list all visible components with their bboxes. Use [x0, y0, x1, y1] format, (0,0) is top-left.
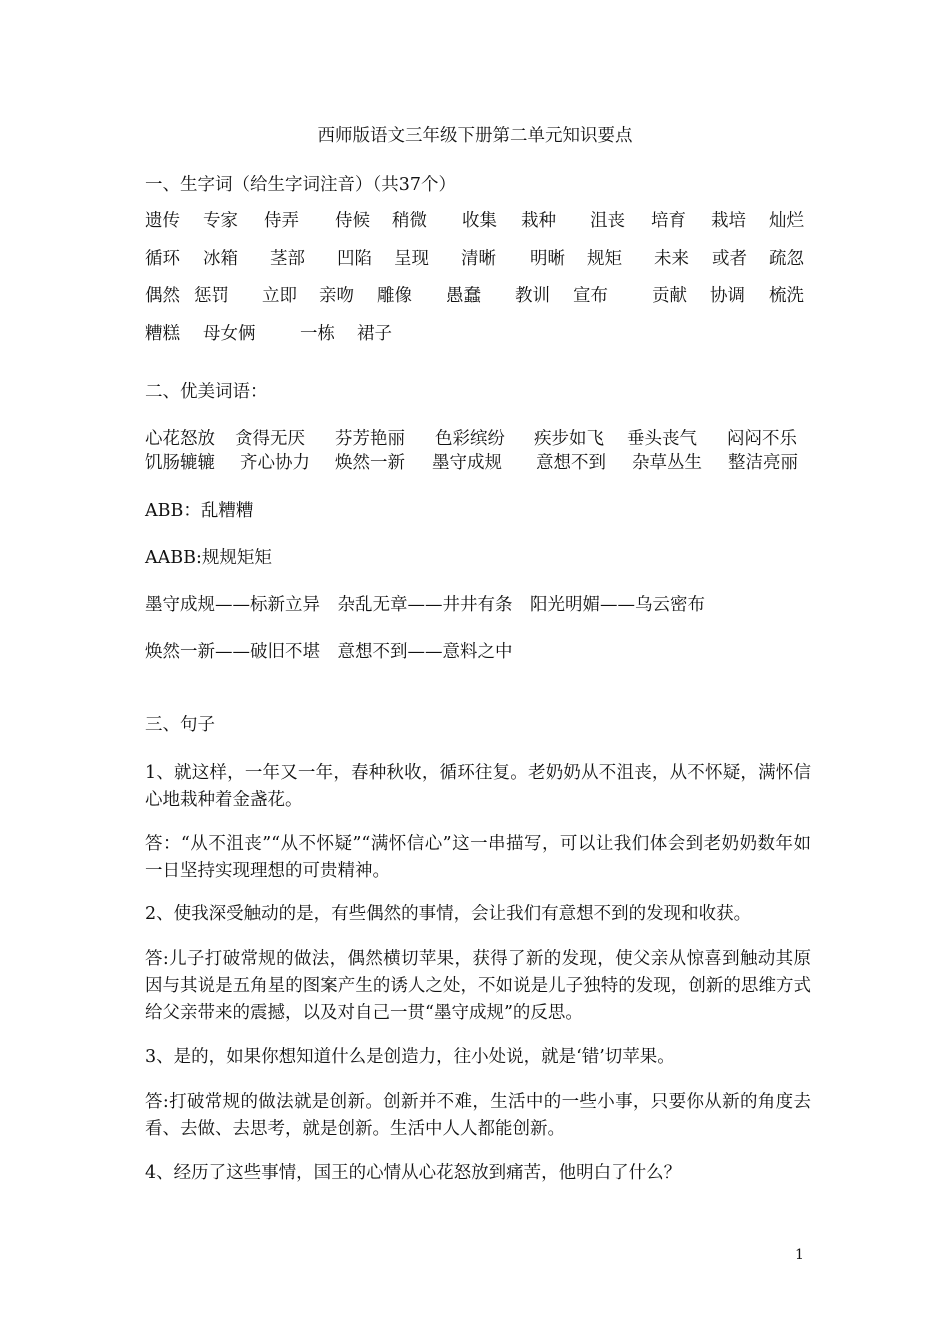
vocab-word: 一栋: [300, 324, 335, 344]
answer-2: 答:儿子打破常规的做法，偶然横切苹果，获得了新的发现，使父亲从惊喜到触动其原因与其说是五角星的图案产生的诱人之处，不如说是儿子独特的发现，创新的思维方式给父亲带来的震撼，以及对自己一贯“墨守成规”的反思。: [145, 949, 811, 1023]
vocab-word: 偶然: [145, 286, 180, 306]
antonyms-line-1: 墨守成规——标新立异 杂乱无章——井井有条 阳光明媚——乌云密布: [145, 595, 705, 615]
antonyms-line-2: 焕然一新——破旧不堪 意想不到——意料之中: [145, 642, 513, 662]
vocab-word: 裙子: [357, 324, 392, 344]
vocab-word: 规矩: [587, 249, 622, 269]
vocab-word: 协调: [710, 286, 745, 306]
vocab-word: 清晰: [461, 249, 496, 269]
page-number: 1: [795, 1247, 804, 1263]
vocab-word: 亲吻: [319, 286, 354, 306]
sentence-1: 1、就这样，一年又一年，春种秋收，循环往复。老奶奶从不沮丧，从不怀疑，满怀信心地栽种着金盏花。: [145, 763, 811, 810]
vocab-word: 培育: [651, 211, 686, 231]
vocab-word: 立即: [262, 286, 297, 306]
vocab-word: 收集: [462, 211, 497, 231]
vocab-word: 宣布: [573, 286, 608, 306]
vocab-word: 呈现: [394, 249, 429, 269]
vocab-word: 明晰: [530, 249, 565, 269]
vocab-word: 梳洗: [769, 286, 804, 306]
vocab-word: 沮丧: [590, 211, 625, 231]
section-3-heading: 三、句子: [145, 715, 215, 735]
vocab-word: 雕像: [377, 286, 412, 306]
phrase: 闷闷不乐: [727, 429, 797, 449]
vocab-word: 母女俩: [203, 324, 256, 344]
phrase: 墨守成规: [432, 453, 502, 473]
vocab-word: 循环: [145, 249, 180, 269]
vocab-word: 愚蠢: [446, 286, 481, 306]
vocab-word: 未来: [654, 249, 689, 269]
page-title: 西师版语文三年级下册第二单元知识要点: [317, 126, 633, 146]
vocab-word: 侍弄: [264, 211, 299, 231]
sentence-4: 4、经历了这些事情，国王的心情从心花怒放到痛苦，他明白了什么？: [145, 1163, 682, 1183]
section-2-heading: 二、优美词语：: [145, 382, 268, 402]
phrase: 疾步如飞: [534, 429, 604, 449]
vocab-word: 冰箱: [203, 249, 238, 269]
vocab-word: 栽种: [521, 211, 556, 231]
vocab-word: 侍候: [335, 211, 370, 231]
vocab-word: 栽培: [711, 211, 746, 231]
phrase: 色彩缤纷: [435, 429, 505, 449]
vocab-word: 稍微: [392, 211, 427, 231]
vocab-word: 遗传: [145, 211, 180, 231]
vocab-word: 专家: [203, 211, 238, 231]
sentence-2: 2、使我深受触动的是，有些偶然的事情，会让我们有意想不到的发现和收获。: [145, 904, 752, 924]
phrase: 贪得无厌: [235, 429, 305, 449]
phrase: 饥肠辘辘: [145, 453, 215, 473]
vocab-word: 贡献: [652, 286, 687, 306]
answer-1: 答：“从不沮丧”“从不怀疑”“满怀信心”这一串描写，可以让我们体会到老奶奶数年如一日坚持实现理想的可贵精神。: [145, 834, 811, 881]
phrase: 芬芳艳丽: [335, 429, 405, 449]
vocab-word: 或者: [712, 249, 747, 269]
vocab-word: 疏忽: [769, 249, 804, 269]
aabb-line: AABB:规规矩矩: [145, 548, 272, 568]
section-1-heading: 一、生字词（给生字词注音）（共37个）: [145, 175, 457, 195]
vocab-word: 教训: [515, 286, 550, 306]
phrase: 意想不到: [536, 453, 606, 473]
phrase: 杂草丛生: [632, 453, 702, 473]
phrase: 垂头丧气: [627, 429, 697, 449]
vocab-word: 凹陷: [337, 249, 372, 269]
sentence-3: 3、是的，如果你想知道什么是创造力，往小处说，就是‘错’切苹果。: [145, 1047, 675, 1067]
vocab-word: 茎部: [270, 249, 305, 269]
vocab-word: 灿烂: [769, 211, 804, 231]
phrase: 齐心协力: [240, 453, 310, 473]
answer-3: 答:打破常规的做法就是创新。创新并不难，生活中的一些小事，只要你从新的角度去看、去做、去思考，就是创新。生活中人人都能创新。: [145, 1092, 811, 1139]
abb-line: ABB：乱糟糟: [145, 501, 254, 521]
vocab-word: 惩罚: [194, 286, 229, 306]
vocab-word: 糟糕: [145, 324, 180, 344]
phrase: 心花怒放: [145, 429, 215, 449]
phrase: 整洁亮丽: [728, 453, 798, 473]
phrase: 焕然一新: [335, 453, 405, 473]
